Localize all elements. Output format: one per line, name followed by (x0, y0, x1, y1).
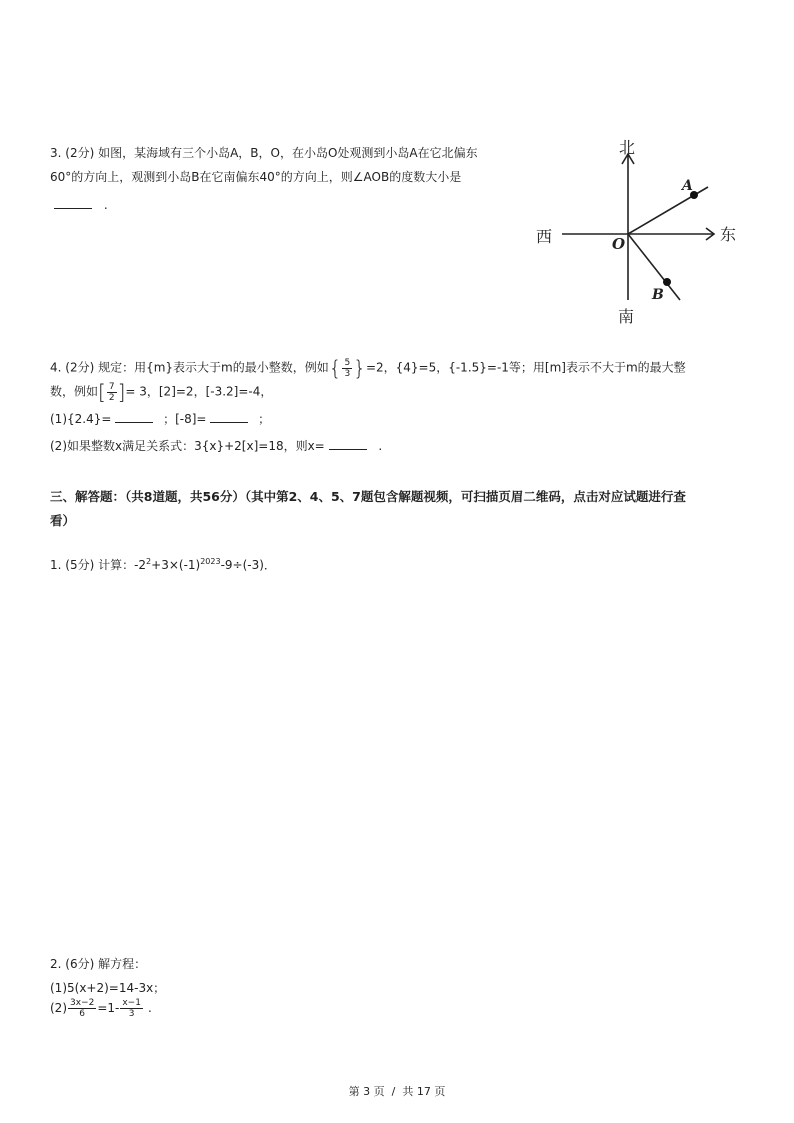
frac-num: 7 (108, 381, 115, 392)
q4-sub2 (50, 437, 382, 454)
south-label: 南 (618, 307, 635, 326)
answer-blank[interactable] (210, 410, 248, 423)
q3-line2: 60°的方向上，观测到小岛B在它南偏东40°的方向上，则∠AOB的度数大小是 (50, 170, 462, 184)
q4-line2-prefix: 数，例如 (50, 384, 99, 399)
answer-blank[interactable] (329, 437, 367, 450)
frac-den: 3 (128, 1009, 135, 1019)
s2-title: 2. (6分) 解方程： (50, 957, 147, 971)
q3-line1: 3. (2分) 如图，某海域有三个小岛A，B，O，在小岛O处观测到小岛A在它北偏东 (50, 146, 478, 160)
s1-problem (50, 556, 276, 573)
s2-eq2-end: . (147, 1001, 152, 1015)
q4-sub1-b: ；[-8]= (163, 412, 207, 426)
s2-eq1: (1)5(x+2)=14-3x； (50, 981, 166, 995)
north-label: 北 (619, 138, 636, 157)
s1-prefix: 1. (5分) 计算：-2 (50, 558, 147, 572)
point-b (663, 278, 671, 286)
section-header-line2: 看） (50, 513, 76, 528)
q4-sub2-a: (2)如果整数x满足关系式：3{x}+2[x]=18，则x= (50, 439, 325, 453)
answer-blank[interactable] (115, 410, 153, 423)
q4-line2: 数，例如[ $\frac{7}{2}$ ]= 3，[2]=2，[-3.2]=-4， (50, 380, 273, 404)
frac-den: 3 (344, 368, 351, 379)
q4-line1-suffix: =2，{4}=5，{-1.5}=-1等；用[m]表示不大于m的最大整 (365, 360, 686, 375)
frac-num: x−1 (122, 998, 141, 1008)
frac-num: 5 (344, 357, 351, 368)
frac-num: 3x−2 (70, 998, 95, 1008)
s2-eq2 (50, 998, 152, 1019)
page-footer: 第 3 页 / 共 17 页 (348, 1085, 446, 1098)
q3-answer-line (54, 196, 108, 212)
section-header-line1: 三、解答题：（共8道题，共56分）（其中第2、4、5、7题包含解题视频，可扫描页眉二维码，点击对应试题进行查 (50, 489, 686, 504)
s1-mid: +3×(-1) (151, 558, 201, 572)
fraction-s2-2 (120, 998, 143, 1019)
east-label: 东 (720, 225, 737, 244)
point-a-label: A (682, 178, 693, 194)
origin-label: O (612, 235, 626, 253)
q4-sub2-b: . (378, 439, 383, 453)
q4-sub1 (50, 410, 270, 427)
q4-sub1-c: ； (258, 412, 271, 426)
s1-exp1: 2 (146, 557, 152, 566)
compass-diagram (530, 132, 750, 332)
point-b-label: B (652, 287, 664, 303)
s1-exp2: 2023 (200, 557, 221, 566)
q4-line1: 4. (2分) 规定：用{m}表示大于m的最小整数，例如{ $\frac{5}{3}$ }=2，{4}=5，{-1.5}=-1等；用[m]表示不大于m的最大整 (50, 356, 686, 380)
fraction-s2-1 (68, 998, 96, 1019)
frac-den: 2 (108, 392, 115, 403)
west-label: 西 (536, 227, 553, 246)
fraction-5-3 (342, 358, 352, 379)
s2-eq2-mid: =1- (97, 1001, 120, 1015)
q3-end: . (103, 198, 108, 212)
fraction-7-2 (107, 382, 117, 403)
frac-den: 6 (79, 1009, 86, 1019)
answer-blank[interactable] (54, 196, 92, 209)
s1-suffix: -9÷(-3)． (220, 558, 276, 572)
q4-line1-prefix: 4. (2分) 规定：用{m}表示大于m的最小整数，例如 (50, 360, 329, 375)
q4-sub1-a: (1){2.4}= (50, 412, 112, 426)
s2-eq2-prefix: (2) (50, 1001, 67, 1015)
q4-line2-suffix: = 3，[2]=2，[-3.2]=-4， (125, 384, 273, 399)
